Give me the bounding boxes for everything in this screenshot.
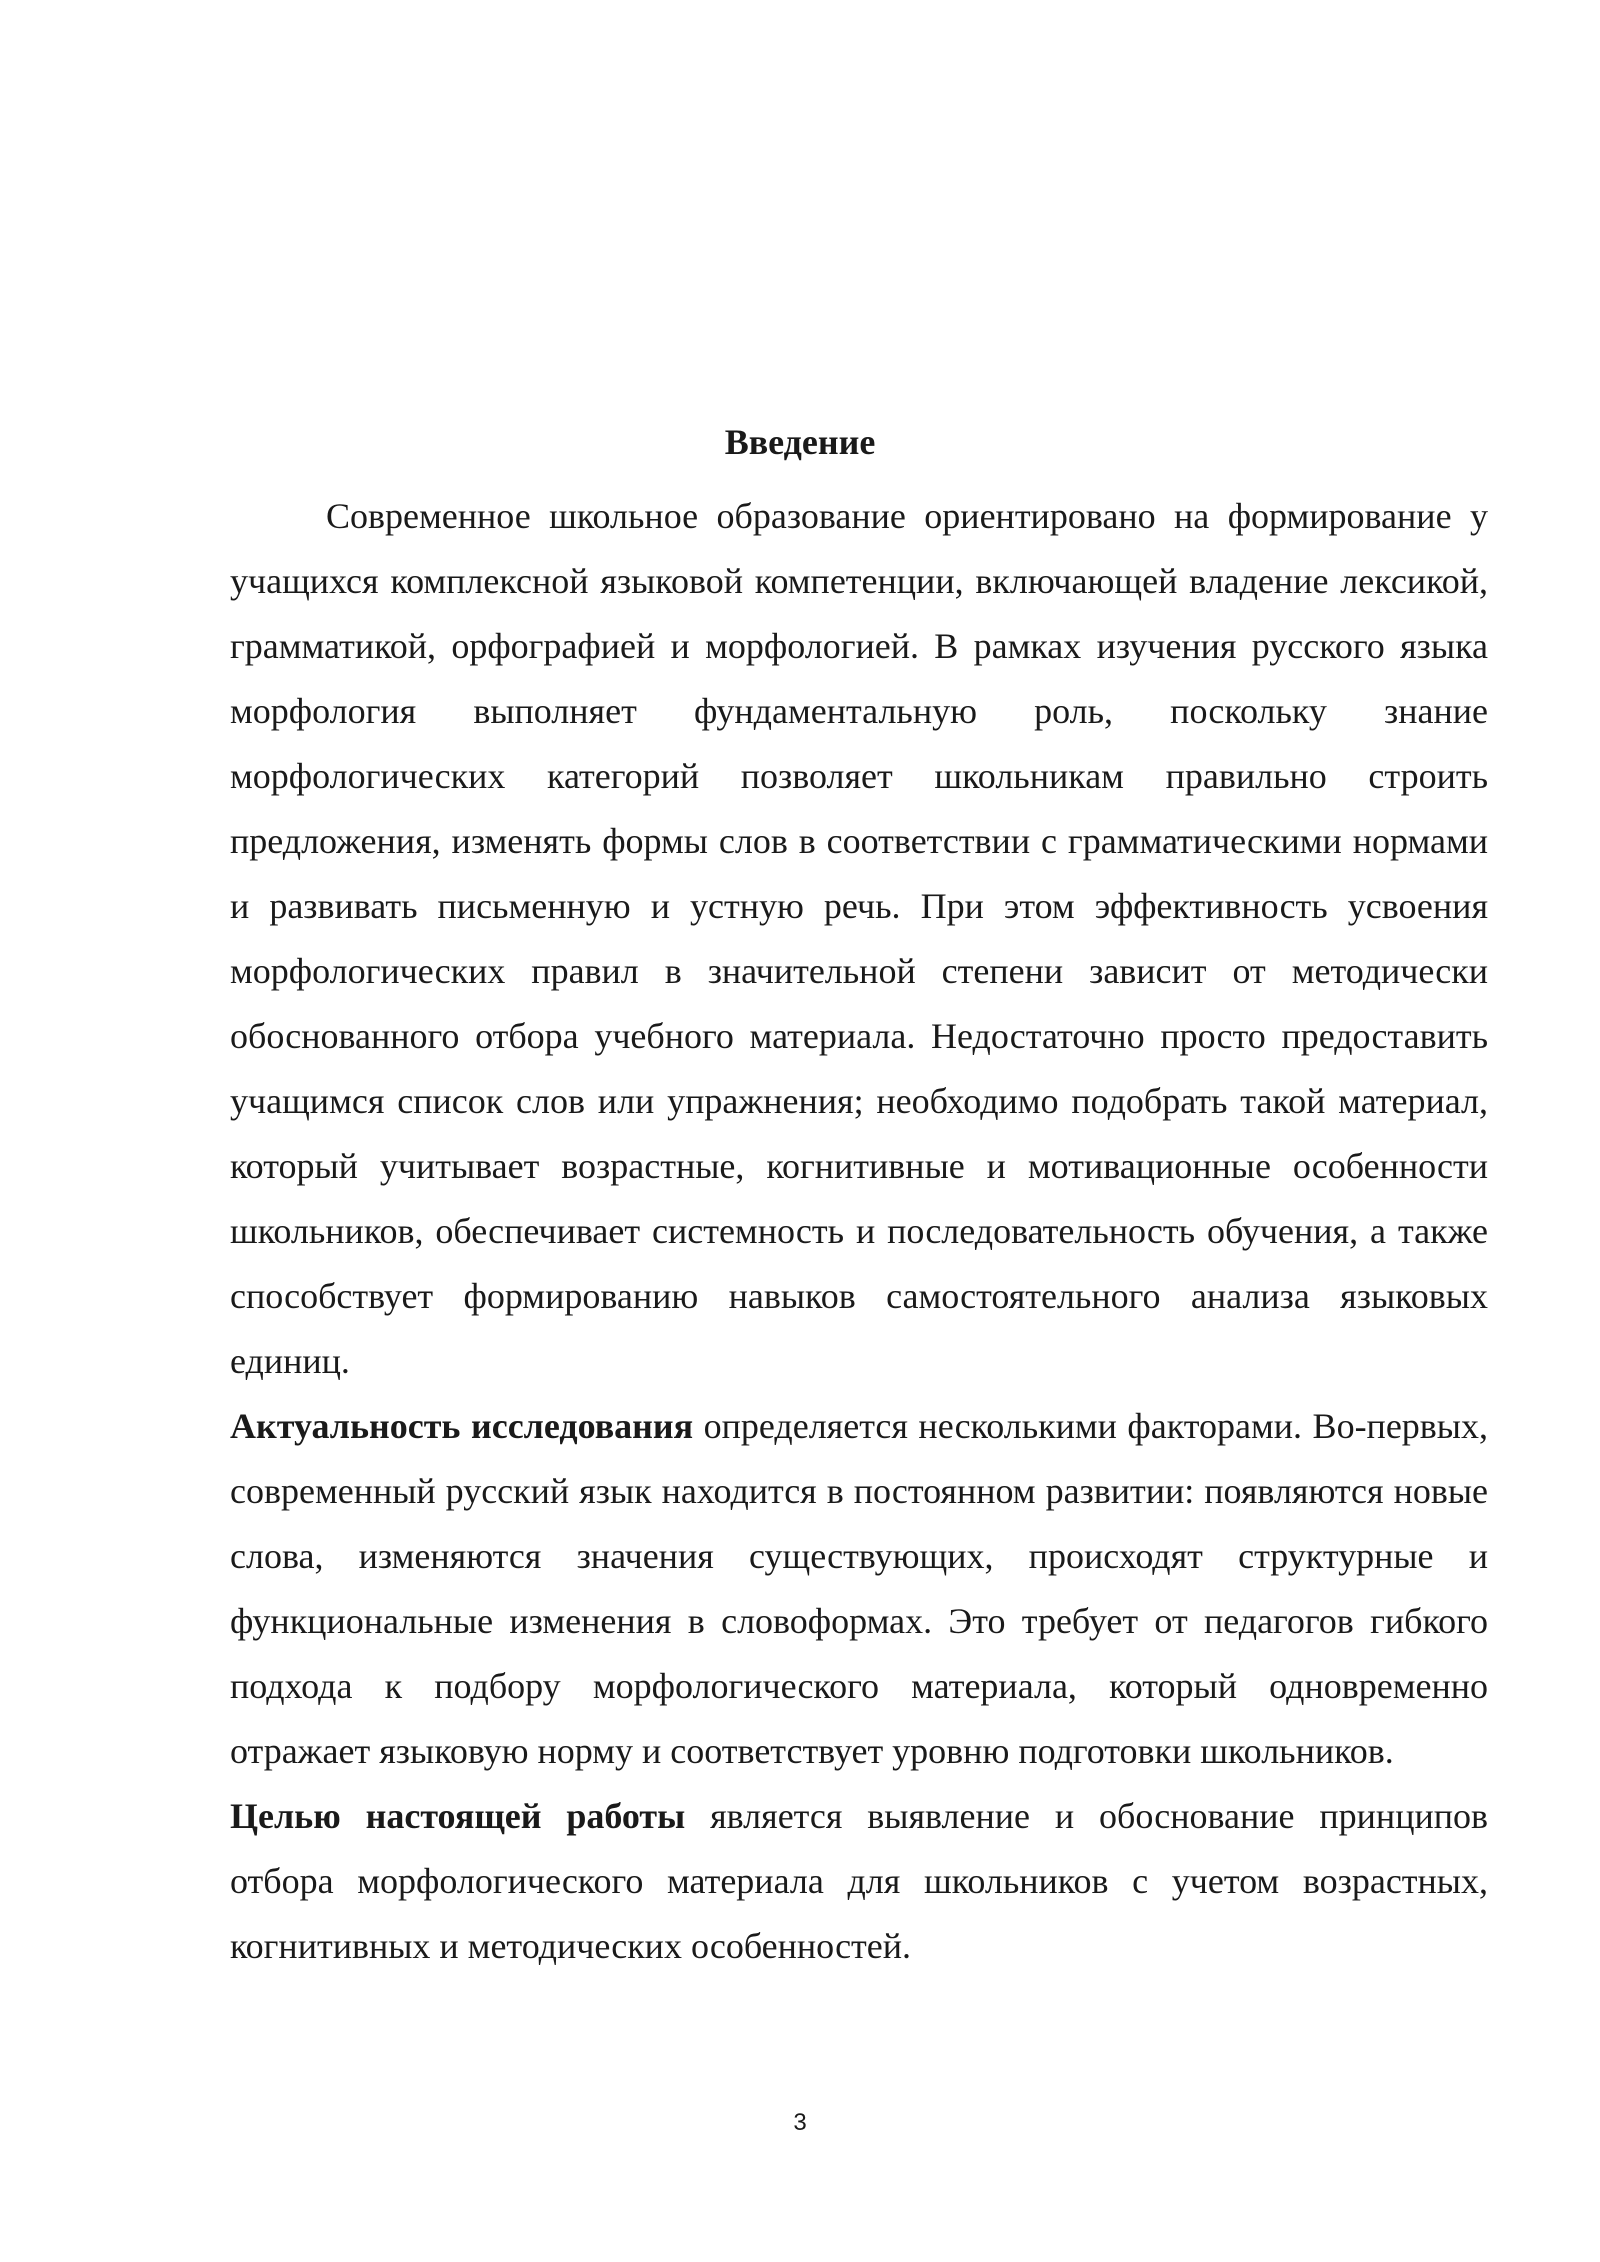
goal-lead: Целью настоящей работы [230, 1796, 686, 1836]
document-body [230, 484, 1488, 1979]
goal-text: является выявление и обоснование принципов отбора морфологического материала для школьников с учетом возрастных, когнитивных и методических особенностей. [230, 1796, 1488, 1966]
intro-paragraph: Современное школьное образование ориентировано на формирование у учащихся комплексной языковой компетенции, включающей владение лексикой, грамматикой, орфографией и морфологией. В рамках изучения русского языка морфология выполняет фундаментальную роль, поскольку знание морфологических категорий позволяет школьникам правильно строить предложения, изменять формы слов в соответствии с грамматическими нормами и развивать письменную и устную речь. При этом эффективность усвоения морфологических правил в значительной степени зависит от методически обоснованного отбора учебного материала. Недостаточно просто предоставить учащимся список слов или упражнения; необходимо подобрать такой материал, который учитывает возрастные, когнитивные и мотивационные особенности школьников, обеспечивает системность и последовательность обучения, а также способствует формированию навыков самостоятельного анализа языковых единиц. [230, 496, 1488, 1381]
relevance-paragraph [230, 1394, 1488, 1784]
relevance-text: определяется несколькими факторами. Во-первых, современный русский язык находится в постоянном развитии: появляются новые слова, изменяются значения существующих, происходят структурные и функциональные изменения в словоформах. Это требует от педагогов гибкого подхода к подбору морфологического материала, который одновременно отражает языковую норму и соответствует уровню подготовки школьников. [230, 1406, 1488, 1771]
section-heading: Введение [724, 422, 876, 462]
relevance-lead: Актуальность исследования [230, 1406, 694, 1446]
goal-paragraph [230, 1784, 1488, 1979]
page-number: 3 [793, 2109, 807, 2136]
